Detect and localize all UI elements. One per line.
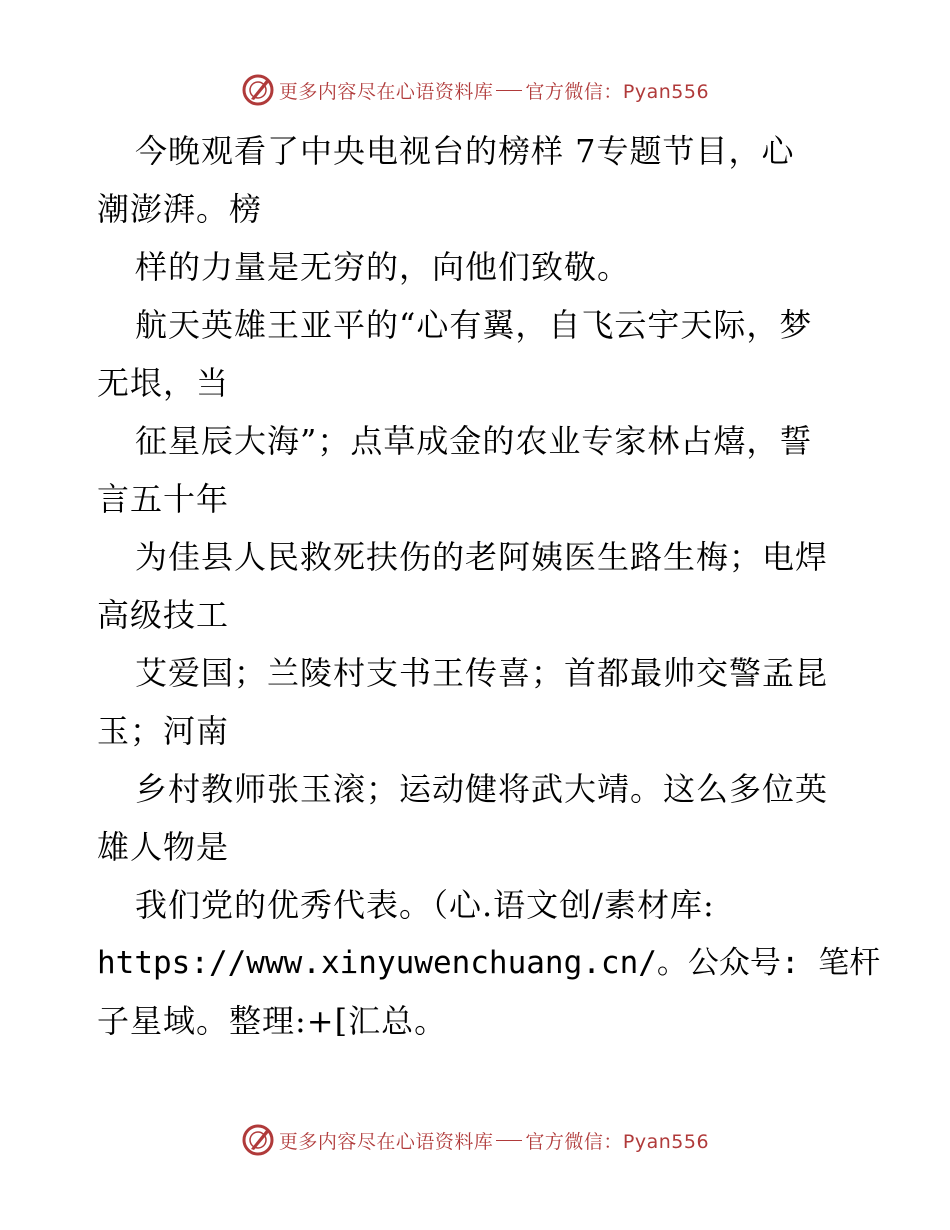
- text-line-6: 征星辰大海”；点草成金的农业专家林占熺，誓: [135, 422, 813, 460]
- text-line-13: 雄人物是: [97, 828, 230, 866]
- quill-seal-logo-icon: [241, 1123, 275, 1157]
- text-line-8: 为佳县人民救死扶伤的老阿姨医生路生梅；电焊: [135, 538, 829, 576]
- text-line-10: 艾爱国；兰陵村支书王传喜；首都最帅交警孟昆: [135, 654, 829, 692]
- footer-banner: [0, 1122, 950, 1158]
- banner-dash: [496, 1140, 522, 1141]
- text-line-3: 样的力量是无穷的，向他们致敬。: [135, 248, 631, 286]
- text-line-15: https://www.xinyuwenchuang.cn/。公众号: 笔杆: [97, 945, 881, 981]
- banner-dash: [496, 90, 522, 91]
- banner-text-right: 官方微信：Pyan556: [525, 80, 710, 103]
- text-line-16: 子星域。整理:+[汇总。: [97, 1002, 448, 1040]
- text-line-7: 言五十年: [97, 480, 230, 518]
- quill-seal-logo-icon: [241, 73, 275, 107]
- text-line-5: 无垠，当: [97, 364, 230, 402]
- text-line-11: 玉；河南: [97, 712, 230, 750]
- header-banner: [0, 72, 950, 108]
- text-line-9: 高级技工: [97, 596, 230, 634]
- banner-text-left: 更多内容尽在心语资料库: [278, 80, 494, 103]
- banner-text-left: 更多内容尽在心语资料库: [278, 1130, 494, 1153]
- document-body: [97, 122, 881, 1050]
- text-line-12: 乡村教师张玉滚；运动健将武大靖。这么多位英: [135, 770, 829, 808]
- text-line-1: 今晚观看了中央电视台的榜样 7专题节目，心: [135, 132, 795, 170]
- text-line-4: 航天英雄王亚平的“心有翼，自飞云宇天际，梦: [135, 306, 813, 344]
- text-line-14: 我们党的优秀代表。（心.语文创/素材库:: [135, 886, 715, 924]
- banner-text-right: 官方微信：Pyan556: [525, 1130, 710, 1153]
- text-line-2: 潮澎湃。榜: [97, 190, 263, 228]
